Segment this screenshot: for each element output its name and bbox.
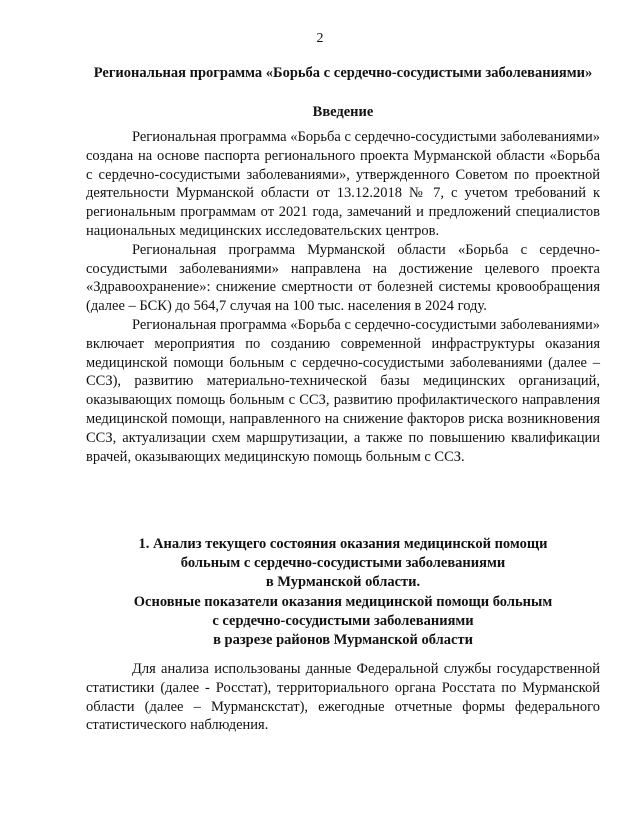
document-title: Региональная программа «Борьба с сердечно-сосудистыми заболеваниями»	[93, 65, 593, 81]
section-heading-line-6: в разрезе районов Мурманской области	[213, 632, 473, 649]
intro-section	[86, 128, 600, 466]
analysis-section	[86, 660, 600, 735]
section-heading-line-1: 1. Анализ текущего состояния оказания медицинской помощи	[138, 536, 548, 552]
intro-paragraph-2: Региональная программа Мурманской области «Борьба с сердечно-сосудистыми заболеваниями» направлена на достижение целевого проекта «Здравоохранение»: снижение смертности от болезней системы кровообращения (далее – БСК) до 564,7 случая на 100 тыс. населения в 2024 году.	[86, 241, 600, 315]
analysis-paragraph: Для анализа использованы данные Федеральной службы государственной статистики (далее - Росстат), территориального органа Росстата по Мурманской области (далее – Мурманскстат), ежегодные отчетные формы федерального статистического наблюдения.	[86, 661, 600, 734]
section-heading-line-5: с сердечно-сосудистыми заболеваниями	[212, 612, 474, 629]
section-heading-line-3: в Мурманской области.	[265, 574, 421, 591]
section-heading-line-4: Основные показатели оказания медицинской помощи больным	[133, 593, 553, 610]
intro-heading: Введение	[312, 104, 374, 120]
section-heading	[86, 535, 600, 650]
intro-paragraph-3: Региональная программа «Борьба с сердечно-сосудистыми заболеваниями» включает мероприятия по созданию современной инфраструктуры оказания медицинской помощи больным с сердечно-сосудистыми заболеваниями (далее – ССЗ), развитию материально-технической базы медицинских организаций, оказывающих помощь больным с ССЗ, развитию профилактического направления медицинской помощи, направленного на снижение факторов риска возникновения ССЗ, актуализации схем маршрутизации, а также по повышению квалификации врачей, оказывающих медицинскую помощь больным с ССЗ.	[86, 316, 600, 465]
page-number: 2	[316, 31, 324, 46]
section-heading-line-2: больным с сердечно-сосудистыми заболеваниями	[180, 555, 506, 572]
intro-paragraph-1: Региональная программа «Борьба с сердечно-сосудистыми заболеваниями» создана на основе паспорта регионального проекта Мурманской области «Борьба с сердечно-сосудистыми заболеваниями», утвержденного Советом по проектной деятельности Мурманской области от 13.12.2018 № 7, с учетом требований к региональным программам от 2021 года, замечаний и предложений специалистов национальных медицинских исследовательских центров.	[86, 129, 600, 239]
